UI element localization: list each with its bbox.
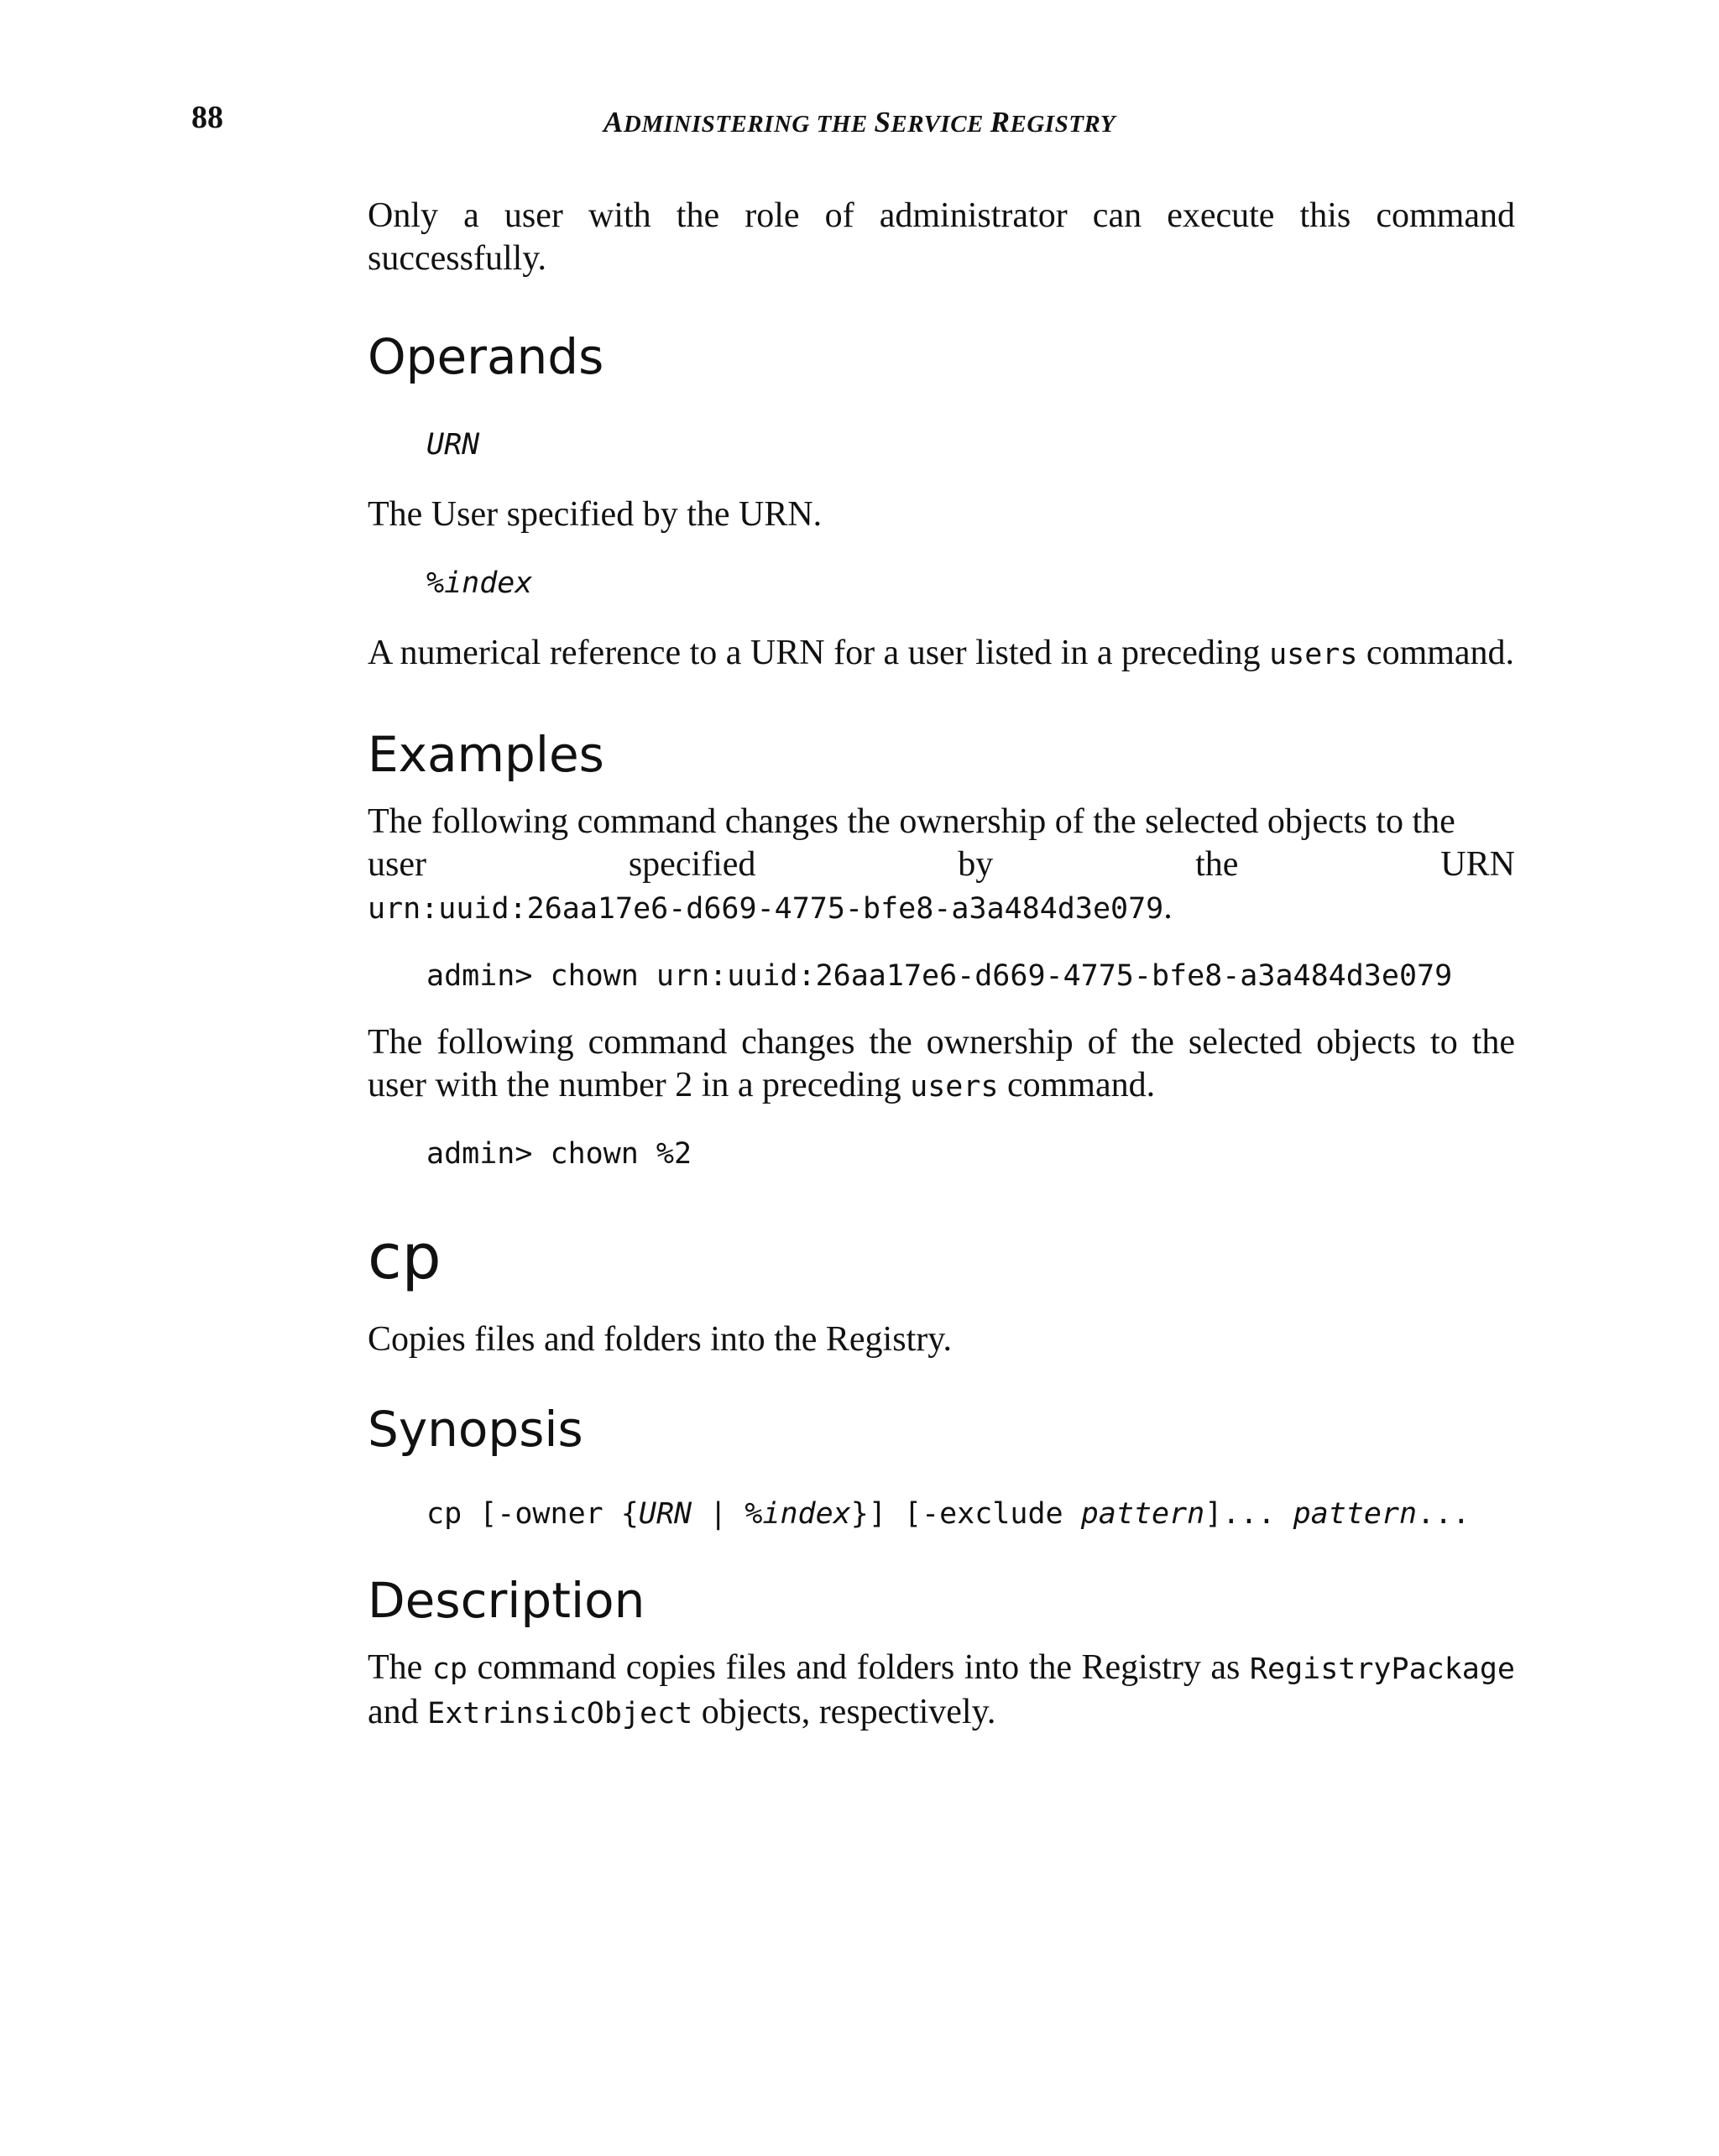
inline-code-uuid: urn:uuid:26aa17e6-d669-4775-bfe8-a3a484d3e079 (368, 892, 1164, 926)
operand-definition-index: A numerical reference to a URN for a user listed in a preceding users command. (368, 634, 1515, 672)
example-paragraph-1: The following command changes the ownership of the selected objects to the user specified by the URN urn:uuid:26aa17e6-d669-4775-bfe8-a3a484d3e079. (368, 802, 1515, 927)
operands-heading: Operands (368, 328, 604, 385)
code-example-2: admin> chown %2 (426, 1137, 692, 1171)
synopsis-heading: Synopsis (368, 1401, 583, 1458)
operand-term-index: %index (426, 566, 533, 600)
running-title: ADMINISTERING THE SERVICE REGISTRY (603, 106, 1116, 138)
inline-code-users: users (1269, 638, 1358, 671)
code-example-1: admin> chown urn:uuid:26aa17e6-d669-4775-bfe8-a3a484d3e079 (426, 959, 1453, 993)
description-heading: Description (368, 1572, 645, 1629)
description-paragraph: The cp command copies files and folders into the Registry as RegistryPackage and ExtrinsicObject objects, respectively. (368, 1648, 1515, 1731)
page-header (0, 99, 1719, 149)
example-paragraph-2: The following command changes the ownership of the selected objects to the user with the number 2 in a preceding users command. (368, 1023, 1515, 1104)
examples-heading: Examples (368, 726, 604, 783)
intro-paragraph: Only a user with the role of administrator can execute this command successfully. (368, 196, 1515, 278)
inline-code-extrinsicobject: ExtrinsicObject (427, 1697, 693, 1731)
operand-term-urn: URN (426, 428, 480, 462)
inline-code-cp: cp (431, 1652, 468, 1686)
inline-code-registrypackage: RegistryPackage (1249, 1652, 1515, 1686)
command-title-cp: cp (368, 1221, 442, 1293)
inline-code-users: users (910, 1070, 999, 1104)
operand-definition-urn: The User specified by the URN. (368, 495, 823, 534)
synopsis-code: cp [-owner {URN | %index}] [-exclude pattern]... pattern... (426, 1497, 1471, 1531)
cp-summary: Copies files and folders into the Registry. (368, 1320, 952, 1359)
example-paragraph-1-line-2: user specified by the URN (368, 845, 1515, 884)
page-number: 88 (191, 100, 223, 135)
page-content (368, 195, 1515, 1736)
